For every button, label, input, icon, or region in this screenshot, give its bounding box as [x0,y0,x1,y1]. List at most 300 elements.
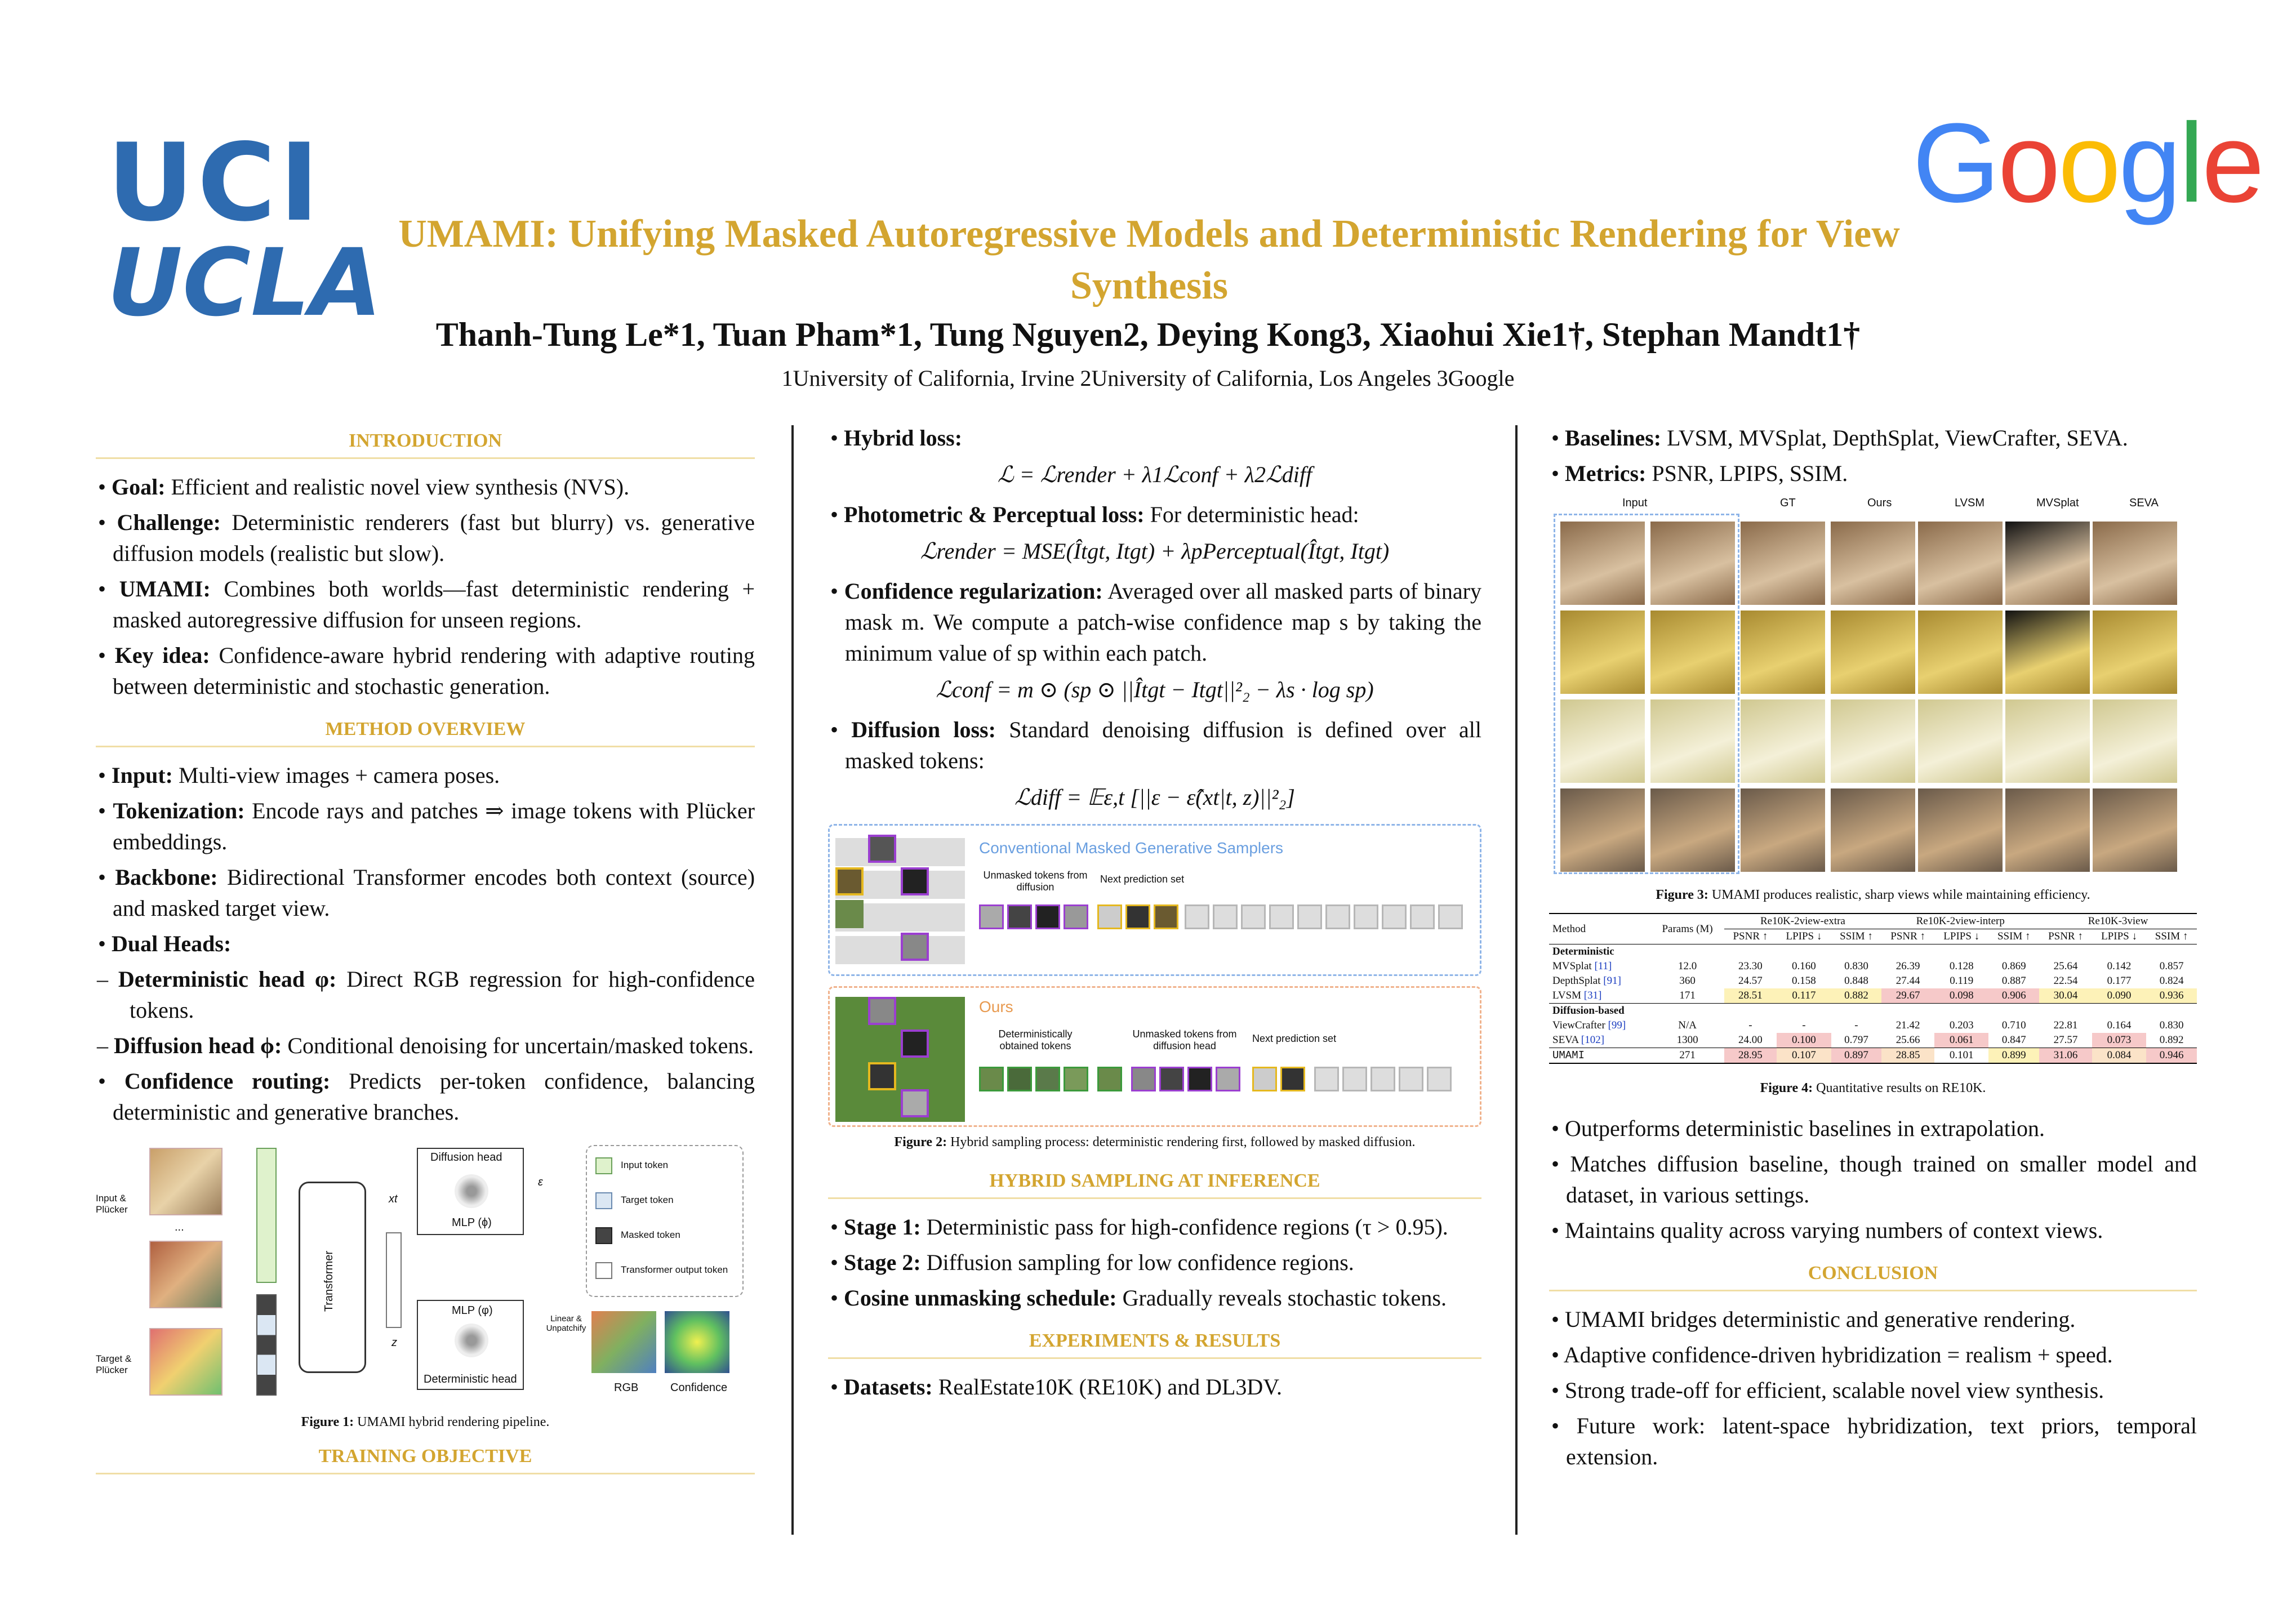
bullet-item: • Confidence routing: Predicts per-token confidence, balancing deterministic and generative branches. [98,1068,755,1125]
caption-text: Quantitative results on RE10K. [1816,1081,1986,1095]
table-cell: - [1854,1019,1858,1031]
column-divider [791,425,794,1535]
qualitative-image-grid [1560,522,2191,871]
rgb-output-image [591,1311,656,1373]
sequence-token [1427,1067,1452,1091]
equation-hybrid: ℒ = ℒrender + λ1ℒconf + λ2ℒdiff [997,462,1312,487]
table-cell: 0.936 [2146,988,2197,1004]
diffusion-head-label: Diffusion head [430,1151,502,1164]
sequence-token [1007,904,1032,929]
bullet-item: • Metrics: PSNR, LPIPS, SSIM. [1551,461,1848,486]
table-cell: 27.57 [2053,1034,2078,1046]
section-heading-introduction: INTRODUCTION [96,430,755,459]
bullet-item: • Key idea: Confidence-aware hybrid rendering with adaptive routing between deterministic and stochastic generation. [98,643,755,699]
scene-thumbnail [1741,522,1825,605]
table-section-label: Diffusion-based [1552,1005,1625,1017]
table-cell: 360 [1679,975,1696,987]
unmasked-head-label: Unmasked tokens from diffusion head [1132,1028,1237,1051]
legend-label: Transformer output token [621,1264,728,1275]
column-header: SEVA [2129,497,2159,509]
ours-title: Ours [979,998,1013,1015]
mlp-icon [455,1174,488,1208]
method-name: MVSplat [1552,960,1592,972]
conventional-title: Conventional Masked Generative Samplers [979,839,1284,857]
next-set-label: Next prediction set [1252,1033,1337,1044]
table-cell: 26.39 [1895,960,1920,972]
table-cell: 24.57 [1738,975,1763,987]
method-cell [1549,1033,1651,1048]
metric-header: SSIM ↑ [2155,930,2188,942]
bullet-item: • Matches diffusion baseline, though trained on smaller model and dataset, in various settings. [1551,1151,2197,1207]
metric-header: PSNR ↑ [1890,930,1926,942]
sequence-token [1269,904,1294,929]
bullet-item: • Datasets: RealEstate10K (RE10K) and DL3DV. [830,1374,1283,1400]
bullet-text: Multi-view images + camera poses. [178,763,500,788]
figure-2-caption [828,1135,1481,1150]
sequence-token [1035,1067,1060,1091]
sequence-token [1252,1067,1277,1091]
sequence-token [1097,1067,1122,1091]
bullet-item: • Future work: latent-space hybridization, text priors, temporal extension. [1551,1413,2197,1469]
scene-thumbnail [2093,522,2177,605]
table-cell: 28.51 [1724,988,1777,1004]
table-cell: 0.830 [2159,1019,2184,1031]
scene-thumbnail [1560,522,1645,605]
sequence-token [1216,1067,1240,1091]
ours-sampler-panel [828,986,1481,1127]
legend-label: Input token [621,1160,669,1170]
mlp-phi-label: MLP (ϕ) [452,1216,492,1229]
table-cell: 0.857 [2159,960,2184,972]
confidence-label: Confidence [670,1382,728,1394]
sequence-token [1297,904,1322,929]
bullet-text: Deterministic renderers (fast but blurry) vs. generative diffusion models (realistic but slow). [113,510,755,566]
table-cell: - [1802,1019,1806,1031]
table-cell: 0.797 [1844,1034,1868,1046]
bullet-item: • Photometric & Perceptual loss: For deterministic head: [830,502,1359,527]
metric-header: PSNR ↑ [1733,930,1768,942]
grid-token [901,933,929,961]
bullet-label: Diffusion head ϕ: [114,1033,282,1058]
sequence-token [1159,1067,1184,1091]
group-header: Re10K-2view-extra [1724,914,1882,929]
caption-label: Figure 3: [1656,888,1708,902]
token-legend [586,1145,744,1297]
bullet-label: Metrics: [1565,461,1647,486]
sub-bullet-item: – Diffusion head ϕ: Conditional denoising for uncertain/masked tokens. [97,1033,754,1058]
det-obtained-label: Deterministically obtained tokens [998,1028,1073,1051]
column-header: MVSplat [2036,497,2079,509]
bullet-text: Maintains quality across varying numbers of context views. [1565,1218,2103,1243]
bullet-text: Adaptive confidence-driven hybridization = realism + speed. [1563,1342,2113,1367]
table-row [1549,974,2197,988]
citation-link[interactable]: [99] [1608,1019,1626,1031]
transformer-block [299,1182,366,1373]
citation-link[interactable]: [11] [1594,960,1612,972]
scene-thumbnail [1741,699,1825,783]
bullet-text: Predicts per-token confidence, balancing deterministic and generative branches. [113,1068,755,1125]
table-cell: 28.95 [1724,1048,1777,1064]
scene-thumbnail [1831,522,1915,605]
sequence-token [1438,904,1463,929]
bullet-label: Hybrid loss: [844,425,963,451]
next-set-label: Next prediction set [1100,874,1185,885]
scene-thumbnail [1918,611,2003,694]
bullet-label: Diffusion loss: [851,717,996,742]
bullet-text: Averaged over all masked parts of binary mask m. We compute a patch-wise confidence map s by taking the minimum value of sp within each patch. [845,578,1481,666]
table-cell: 0.101 [1949,1049,1974,1061]
bullet-item: • UMAMI bridges deterministic and generative rendering. [1551,1307,2076,1332]
metric-header: LPIPS ↓ [1786,930,1822,942]
column-left [96,422,755,1487]
column-header: GT [1780,497,1796,509]
sequence-token [1280,1067,1305,1091]
table-cell: 0.128 [1949,960,1974,972]
caption-label: Figure 4: [1760,1081,1813,1095]
method-name: LVSM [1552,990,1582,1001]
sub-bullet-item: – Deterministic head φ: Direct RGB regression for high-confidence tokens. [97,966,755,1023]
table-cell: 30.04 [2039,988,2092,1004]
scene-thumbnail [2093,788,2177,872]
table-cell: 0.100 [1777,1033,1831,1048]
column-middle [828,422,1481,1407]
table-row [1549,988,2197,1004]
bullet-text: Gradually reveals stochastic tokens. [1122,1285,1447,1311]
table-cell: 0.119 [1950,975,1974,987]
section-heading-method: METHOD OVERVIEW [96,719,755,747]
caption-text: UMAMI produces realistic, sharp views while maintaining efficiency. [1711,888,2090,902]
citation-link[interactable]: [102] [1581,1034,1605,1046]
table-cell: 271 [1679,1049,1696,1061]
bullet-item: • Maintains quality across varying numbers of context views. [1551,1218,2103,1243]
table-cell: 27.44 [1895,975,1920,987]
author-list: Thanh-Tung Le*1, Tuan Pham*1, Tung Nguyen2, Deying Kong3, Xiaohui Xie1†, Stephan Mandt1† [435,316,1861,353]
bullet-item: • Adaptive confidence-driven hybridization = realism + speed. [1551,1342,2113,1367]
bullet-text: Future work: latent-space hybridization, text priors, temporal extension. [1566,1413,2197,1469]
sequence-token [1125,904,1150,929]
table-cell: 0.847 [2001,1034,2026,1046]
sequence-token [1187,1067,1212,1091]
params-column-header: Params (M) [1662,923,1713,935]
table-cell: 0.824 [2159,975,2184,987]
caption-label: Figure 1: [301,1415,354,1429]
equation-diff: ℒdiff = 𝔼ε,t [||ε − ε̂(xt|t, z)||²₂] [1014,785,1295,810]
scene-thumbnail [1650,522,1735,605]
diffusion-head-box [417,1148,524,1235]
sequence-token [1342,1067,1367,1091]
confidence-map-image [665,1311,729,1373]
poster-title: UMAMI: Unifying Masked Autoregressive Models and Deterministic Rendering for View Synthesis [398,212,1900,308]
figure-3-qualitative [1549,497,2197,880]
table-cell: 0.203 [1949,1019,1974,1031]
deterministic-head-box [417,1300,524,1390]
table-cell: 1300 [1676,1034,1698,1046]
bullet-label: Photometric & Perceptual loss: [844,502,1145,527]
grid-token [901,1089,929,1117]
bullet-item: • Tokenization: Encode rays and patches ⇒ image tokens with Plücker embeddings. [98,798,755,854]
table-cell: 0.160 [1792,960,1816,972]
grid-token [868,1062,896,1090]
bullet-item: • Outperforms deterministic baselines in extrapolation. [1551,1116,2045,1141]
input-label: Input & Plücker [96,1193,128,1215]
sequence-token [1154,904,1178,929]
sequence-token [1314,1067,1339,1091]
scene-thumbnail [1741,611,1825,694]
bullet-text: Encode rays and patches ⇒ image tokens with Plücker embeddings. [113,798,755,854]
bullet-label: Baselines: [1565,425,1662,451]
grid-token [835,867,864,895]
figure-4-caption [1549,1081,2197,1096]
table-cell: 25.64 [2053,960,2078,972]
scene-thumbnail [1918,522,2003,605]
grid-token [868,997,896,1025]
bullet-item: • Baselines: LVSM, MVSplat, DepthSplat, ViewCrafter, SEVA. [1551,425,2128,451]
scene-thumbnail [1741,788,1825,872]
target-image [149,1328,223,1396]
input-token-column [256,1148,277,1283]
method-column-header: Method [1552,923,1586,935]
sequence-token [1410,904,1435,929]
scene-thumbnail [1918,788,2003,872]
sequence-token [1097,904,1122,929]
google-letter: o [1997,100,2058,226]
table-row [1549,1018,2197,1033]
conventional-sampler-panel [828,824,1481,976]
bullet-item: • Challenge: Deterministic renderers (fast but blurry) vs. generative diffusion models (realistic but slow). [98,510,755,566]
table-cell: 0.830 [1844,960,1868,972]
table-cell: 0.098 [1934,988,1988,1004]
table-cell: 0.946 [2146,1048,2197,1064]
input-image-stack [149,1241,223,1308]
table-cell: 0.887 [2001,975,2026,987]
figure-3-caption [1549,888,2197,903]
section-heading-conclusion: CONCLUSION [1549,1263,2197,1291]
bullet-text: Deterministic pass for high-confidence regions (τ > 0.95). [926,1214,1448,1240]
metric-header: LPIPS ↓ [2101,930,2137,942]
scene-thumbnail [1831,611,1915,694]
bullet-label: Datasets: [844,1374,933,1400]
table-cell: 25.66 [1895,1034,1920,1046]
bullet-label: UMAMI: [119,576,211,601]
table-cell: 31.06 [2039,1048,2092,1064]
scene-thumbnail [1650,788,1735,872]
bullet-text: For deterministic head: [1150,502,1359,527]
bullet-text: Standard denoising diffusion is defined over all masked tokens: [845,717,1481,773]
scene-thumbnail [1918,699,2003,783]
scene-thumbnail [1650,611,1735,694]
bullet-item: • Strong trade-off for efficient, scalable novel view synthesis. [1551,1378,2104,1403]
sequence-token [1241,904,1266,929]
bullet-label: Challenge: [117,510,221,535]
method-name: UMAMI [1552,1049,1585,1062]
section-heading-experiments: EXPERIMENTS & RESULTS [828,1330,1481,1359]
table-cell: 22.81 [2053,1019,2078,1031]
scene-thumbnail [1560,611,1645,694]
bullet-item: • Goal: Efficient and realistic novel view synthesis (NVS). [98,474,630,500]
citation-link[interactable]: [91] [1603,975,1621,987]
sequence-token [1185,904,1209,929]
xt-symbol: xt [389,1193,398,1205]
table-cell: 0.869 [2001,960,2026,972]
bullet-label: Tokenization: [113,798,245,823]
table-cell: 24.00 [1738,1034,1763,1046]
google-letter: G [1912,100,1998,226]
bullet-text: Bidirectional Transformer encodes both context (source) and masked target view. [113,865,755,921]
legend-swatch [595,1157,612,1174]
table-cell: 0.142 [2107,960,2132,972]
results-table [1549,913,2197,1064]
column-divider [1515,425,1518,1535]
section-heading-hybrid: HYBRID SAMPLING AT INFERENCE [828,1170,1481,1199]
scene-thumbnail [1560,788,1645,872]
method-cell [1549,1018,1651,1033]
det-head-label: Deterministic head [424,1373,517,1385]
caption-text: UMAMI hybrid rendering pipeline. [357,1415,550,1429]
google-letter: o [2058,100,2119,226]
google-letter: g [2119,100,2179,226]
table-cell: 0.882 [1831,988,1882,1004]
column-header: Input [1622,497,1648,509]
uci-logo-text: UCI [107,121,323,245]
sequence-token [1213,904,1238,929]
input-image-stack [149,1148,223,1215]
metric-header: SSIM ↑ [1997,930,2031,942]
bullet-text: Confidence-aware hybrid rendering with adaptive routing between deterministic and stochastic generation. [113,643,755,699]
token-grid [835,835,965,964]
table-row [1549,1033,2197,1048]
bullet-text: Efficient and realistic novel view synthesis (NVS). [171,474,630,500]
bullet-item: • Input: Multi-view images + camera poses. [98,763,500,788]
bullet-item: • Confidence regularization: Averaged over all masked parts of binary mask m. We compute a patch-wise confidence map s by taking the minimum value of sp within each patch. [830,578,1481,666]
scene-thumbnail [1831,788,1915,872]
legend-swatch [595,1227,612,1244]
bullet-item: • Diffusion loss: Standard denoising diffusion is defined over all masked tokens: [830,717,1481,773]
bullet-text: Conditional denoising for uncertain/masked tokens. [287,1033,754,1058]
scene-thumbnail [1560,699,1645,783]
bullet-item: • Hybrid loss: [830,425,963,451]
group-header: Re10K-3view [2039,914,2197,929]
bullet-label: Confidence regularization: [844,578,1103,604]
table-cell: 0.892 [2159,1034,2184,1046]
sequence-token [1131,1067,1156,1091]
figure-1-caption [96,1415,755,1430]
table-cell: 0.710 [2001,1019,2026,1031]
bullet-label: Confidence routing: [124,1068,331,1094]
sequence-token [1325,904,1350,929]
table-cell: 0.061 [1934,1033,1988,1048]
caption-text: Hybrid sampling process: deterministic rendering first, followed by masked diffusion. [950,1135,1416,1149]
legend-label: Target token [621,1195,674,1205]
citation-link[interactable]: [31] [1583,990,1602,1001]
bullet-text: Matches diffusion baseline, though trained on smaller model and dataset, in various settings. [1566,1151,2197,1207]
scene-thumbnail [2005,522,2090,605]
table-cell: 12.0 [1677,960,1697,972]
bullet-item: • Dual Heads: [98,931,232,956]
sequence-token [1354,904,1378,929]
legend-label: Masked token [621,1229,680,1240]
sequence-token [1382,904,1407,929]
legend-swatch [595,1262,612,1279]
figure-1-pipeline [96,1137,755,1407]
bullet-text: UMAMI bridges deterministic and generative rendering. [1565,1307,2076,1332]
output-token-column [386,1232,402,1328]
grid-token [868,835,896,863]
table-cell: 0.073 [2092,1033,2146,1048]
bullet-item: • Cosine unmasking schedule: Gradually reveals stochastic tokens. [830,1285,1447,1311]
column-header: Ours [1867,497,1892,509]
method-cell [1549,988,1651,1004]
sequence-token [1371,1067,1395,1091]
google-letter: l [2179,100,2202,226]
sequence-token [1064,1067,1088,1091]
z-symbol: z [391,1336,397,1349]
table-cell: 0.897 [1831,1048,1882,1064]
table-section-label: Deterministic [1552,946,1614,957]
method-cell [1549,959,1651,974]
bullet-text: PSNR, LPIPS, SSIM. [1652,461,1848,486]
table-cell: 0.899 [1988,1048,2039,1064]
scene-thumbnail [2005,611,2090,694]
section-heading-training: TRAINING OBJECTIVE [96,1446,755,1474]
unmasked-label: Unmasked tokens from diffusion [983,870,1088,893]
bullet-label: Cosine unmasking schedule: [844,1285,1117,1311]
table-cell: 0.164 [2107,1019,2132,1031]
table-cell: 29.67 [1881,988,1934,1004]
sequence-token [1035,904,1060,929]
equation-conf: ℒconf = m ⊙ (sp ⊙ ||Îtgt − Itgt||²₂ − λs · log sp) [936,677,1374,702]
table-cell: 22.54 [2053,975,2078,987]
bullet-item: • Stage 1: Deterministic pass for high-confidence regions (τ > 0.95). [830,1214,1448,1240]
metric-header: SSIM ↑ [1840,930,1873,942]
equation-render: ℒrender = MSE(Îtgt, Itgt) + λpPerceptual(Îtgt, Itgt) [920,538,1390,564]
bullet-item: • Backbone: Bidirectional Transformer encodes both context (source) and masked target view. [98,865,755,921]
legend-swatch [595,1192,612,1209]
bullet-text: LVSM, MVSplat, DepthSplat, ViewCrafter, SEVA. [1667,425,2128,451]
google-logo [1912,100,2262,226]
linear-label: Linear & Unpatchify [546,1314,586,1333]
table-cell: 0.090 [2092,988,2146,1004]
target-label: Target & Plücker [96,1353,132,1375]
table-cell: - [1748,1019,1752,1031]
bullet-text: Strong trade-off for efficient, scalable novel view synthesis. [1565,1378,2104,1403]
grid-token [901,867,929,895]
table-cell: 171 [1679,990,1696,1001]
method-name: SEVA [1552,1034,1579,1046]
table-row [1549,1048,2197,1064]
ucla-logo-text: UCLA [107,229,382,337]
scene-thumbnail [1650,699,1735,783]
sequence-token [1399,1067,1423,1091]
bullet-text: Diffusion sampling for low confidence regions. [926,1250,1354,1275]
metric-header: LPIPS ↓ [1943,930,1980,942]
mlp-varphi-label: MLP (φ) [452,1304,493,1317]
grid-token [835,900,864,928]
bullet-label: Deterministic head φ: [118,966,337,992]
column-header: LVSM [1955,497,1984,509]
table-cell: 0.084 [2092,1048,2146,1064]
metric-header: PSNR ↑ [2048,930,2083,942]
bullet-label: Goal: [112,474,166,500]
sequence-token [1007,1067,1032,1091]
bullet-item: • Stage 2: Diffusion sampling for low confidence regions. [830,1250,1354,1275]
method-name: ViewCrafter [1552,1019,1605,1031]
mlp-icon [455,1324,488,1357]
scene-thumbnail [2093,699,2177,783]
group-header: Re10K-2view-interp [1881,914,2039,929]
sequence-token [979,1067,1004,1091]
scene-thumbnail [1831,699,1915,783]
bullet-item: • UMAMI: Combines both worlds—fast deterministic rendering + masked autoregressive diffusion for unseen regions. [98,576,755,632]
